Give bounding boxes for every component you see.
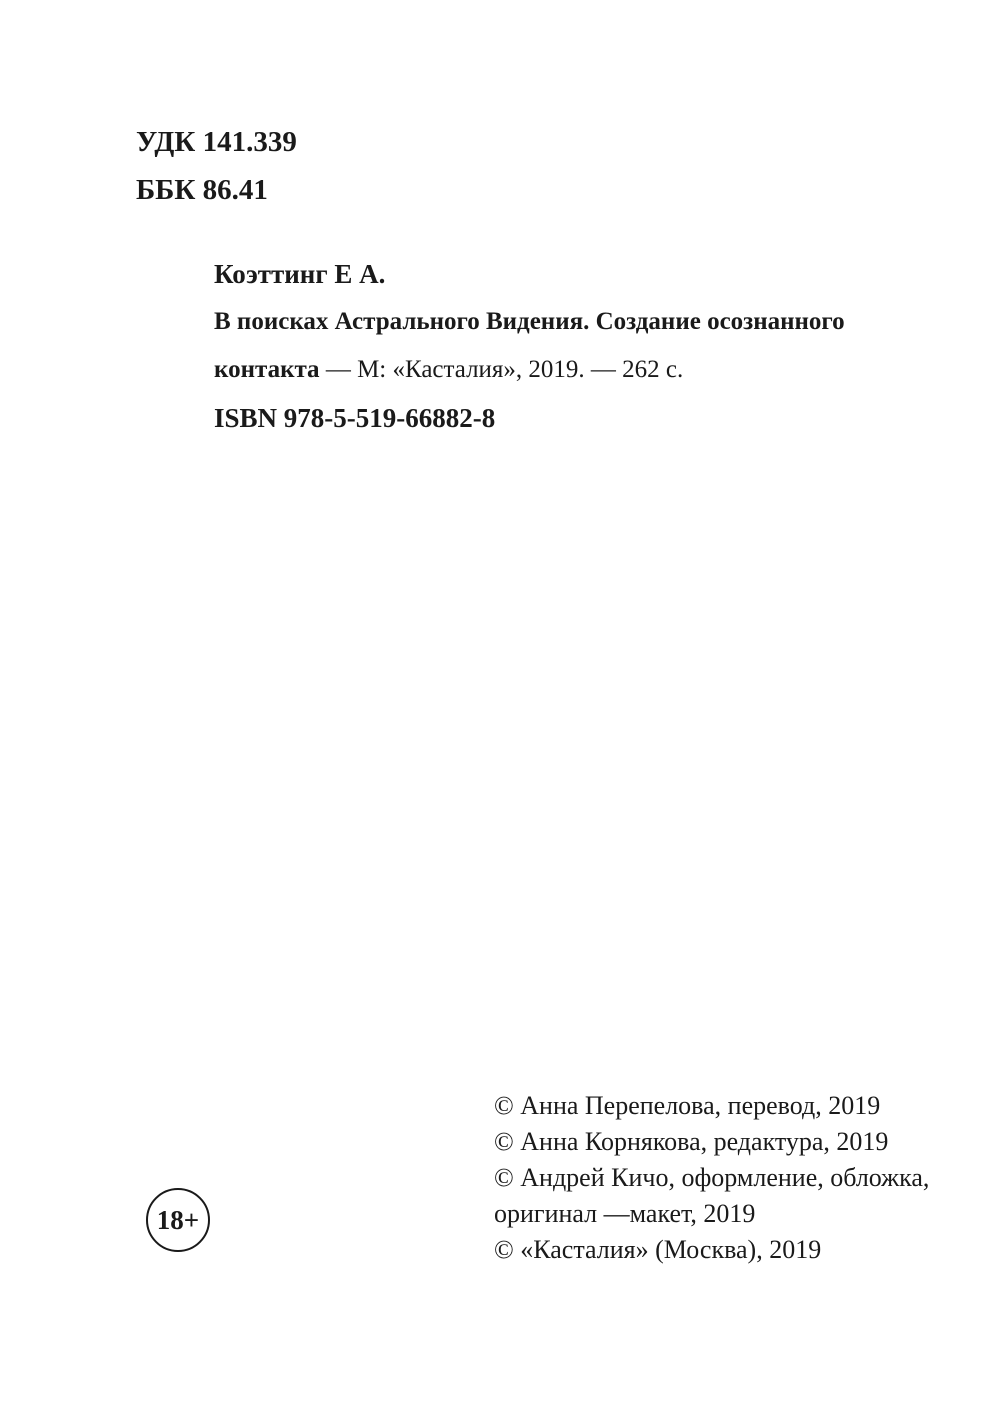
bbk-code: ББК 86.41 [136, 174, 268, 206]
book-title-end: контакта [214, 356, 320, 383]
age-rating-label: 18+ [156, 1204, 200, 1235]
copyright-line: © Анна Корнякова, редактура, 2019 [494, 1127, 889, 1156]
book-title-line-1: В поисках Астрального Видения. Создание осознанного [214, 308, 845, 335]
copyright-block [494, 1088, 929, 1268]
copyright-line: © Анна Перепелова, перевод, 2019 [494, 1091, 881, 1120]
udk-code: УДК 141.339 [136, 126, 297, 158]
age-rating-badge [146, 1188, 210, 1252]
isbn: ISBN 978-5-519-66882-8 [214, 403, 496, 433]
author-name: Коэттинг Е А. [214, 259, 386, 289]
copyright-line: оригинал —макет, 2019 [494, 1199, 756, 1228]
copyright-line: © Андрей Кичо, оформление, обложка, [494, 1163, 930, 1192]
classification-block [136, 118, 297, 214]
bibliographic-record [214, 250, 934, 442]
book-title-line-2 [214, 346, 934, 394]
copyright-line: © «Касталия» (Москва), 2019 [494, 1235, 822, 1264]
publication-details: — М: «Касталия», 2019. — 262 с. [319, 356, 684, 383]
